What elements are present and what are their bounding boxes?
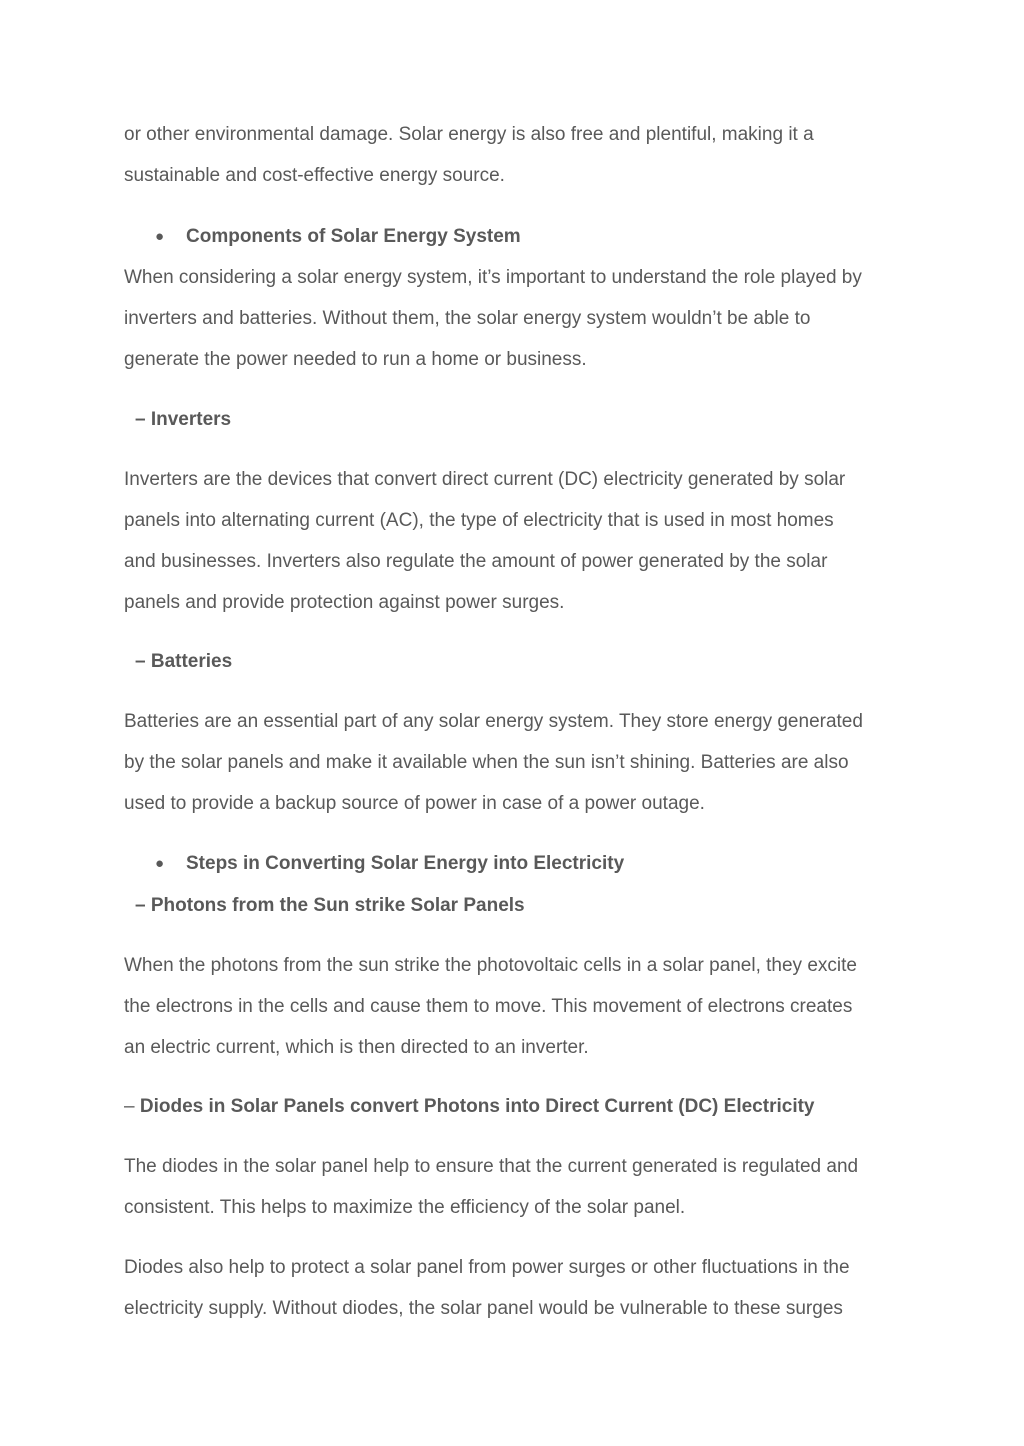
batteries-line-2: by the solar panels and make it available when the sun isn’t shining. Batteries are also xyxy=(124,752,849,773)
batteries-line-3: used to provide a backup source of power in case of a power outage. xyxy=(124,793,705,814)
steps-heading-text: Steps in Converting Solar Energy into Electricity xyxy=(186,853,625,874)
components-line-1: When considering a solar energy system, it’s important to understand the role played by xyxy=(124,267,862,288)
bullet-icon: ● xyxy=(155,855,165,872)
bullet-icon: ● xyxy=(155,228,165,245)
inverters-line-2: panels into alternating current (AC), the type of electricity that is used in most homes xyxy=(124,510,834,531)
photons-line-2: the electrons in the cells and cause them to move. This movement of electrons creates xyxy=(124,996,853,1017)
diodes-line-3: Diodes also help to protect a solar panel from power surges or other fluctuations in the xyxy=(124,1257,850,1278)
diodes-line-1: The diodes in the solar panel help to ensure that the current generated is regulated and xyxy=(124,1156,859,1177)
inverters-line-4: panels and provide protection against power surges. xyxy=(124,592,565,613)
diodes-line-2: consistent. This helps to maximize the efficiency of the solar panel. xyxy=(124,1197,686,1218)
components-line-3: generate the power needed to run a home or business. xyxy=(124,349,587,370)
photons-line-1: When the photons from the sun strike the photovoltaic cells in a solar panel, they excite xyxy=(124,955,857,976)
inverters-line-3: and businesses. Inverters also regulate the amount of power generated by the solar xyxy=(124,551,828,572)
batteries-heading xyxy=(135,641,232,682)
photons-paragraph xyxy=(124,945,904,1068)
batteries-line-1: Batteries are an essential part of any solar energy system. They store energy generated xyxy=(124,711,863,732)
dash-glyph: – xyxy=(135,651,146,672)
dash-glyph: – xyxy=(135,895,146,916)
dash-glyph: – xyxy=(124,1096,135,1117)
inverters-line-1: Inverters are the devices that convert direct current (DC) electricity generated by solar xyxy=(124,469,846,490)
components-heading-text: Components of Solar Energy System xyxy=(186,226,521,247)
intro-paragraph xyxy=(124,114,904,196)
batteries-paragraph xyxy=(124,701,904,824)
diodes-heading-text: Diodes in Solar Panels convert Photons into Direct Current (DC) Electricity xyxy=(139,1096,815,1117)
intro-line-1: or other environmental damage. Solar energy is also free and plentiful, making it a xyxy=(124,124,814,145)
components-paragraph xyxy=(124,257,904,380)
inverters-paragraph xyxy=(124,459,904,623)
batteries-heading-text: Batteries xyxy=(150,651,233,672)
inverters-heading xyxy=(135,399,231,440)
diodes-paragraph-2 xyxy=(124,1247,904,1329)
components-heading xyxy=(155,216,521,257)
steps-heading xyxy=(155,843,624,884)
photons-heading-text: Photons from the Sun strike Solar Panels xyxy=(150,895,525,916)
inverters-heading-text: Inverters xyxy=(150,409,232,430)
intro-line-2: sustainable and cost-effective energy source. xyxy=(124,165,505,186)
photons-heading xyxy=(135,885,525,926)
diodes-paragraph-1 xyxy=(124,1146,904,1228)
diodes-heading xyxy=(124,1086,815,1127)
dash-glyph: – xyxy=(135,409,146,430)
diodes-line-4: electricity supply. Without diodes, the solar panel would be vulnerable to these surges xyxy=(124,1298,843,1319)
components-line-2: inverters and batteries. Without them, the solar energy system wouldn’t be able to xyxy=(124,308,811,329)
photons-line-3: an electric current, which is then directed to an inverter. xyxy=(124,1037,589,1058)
